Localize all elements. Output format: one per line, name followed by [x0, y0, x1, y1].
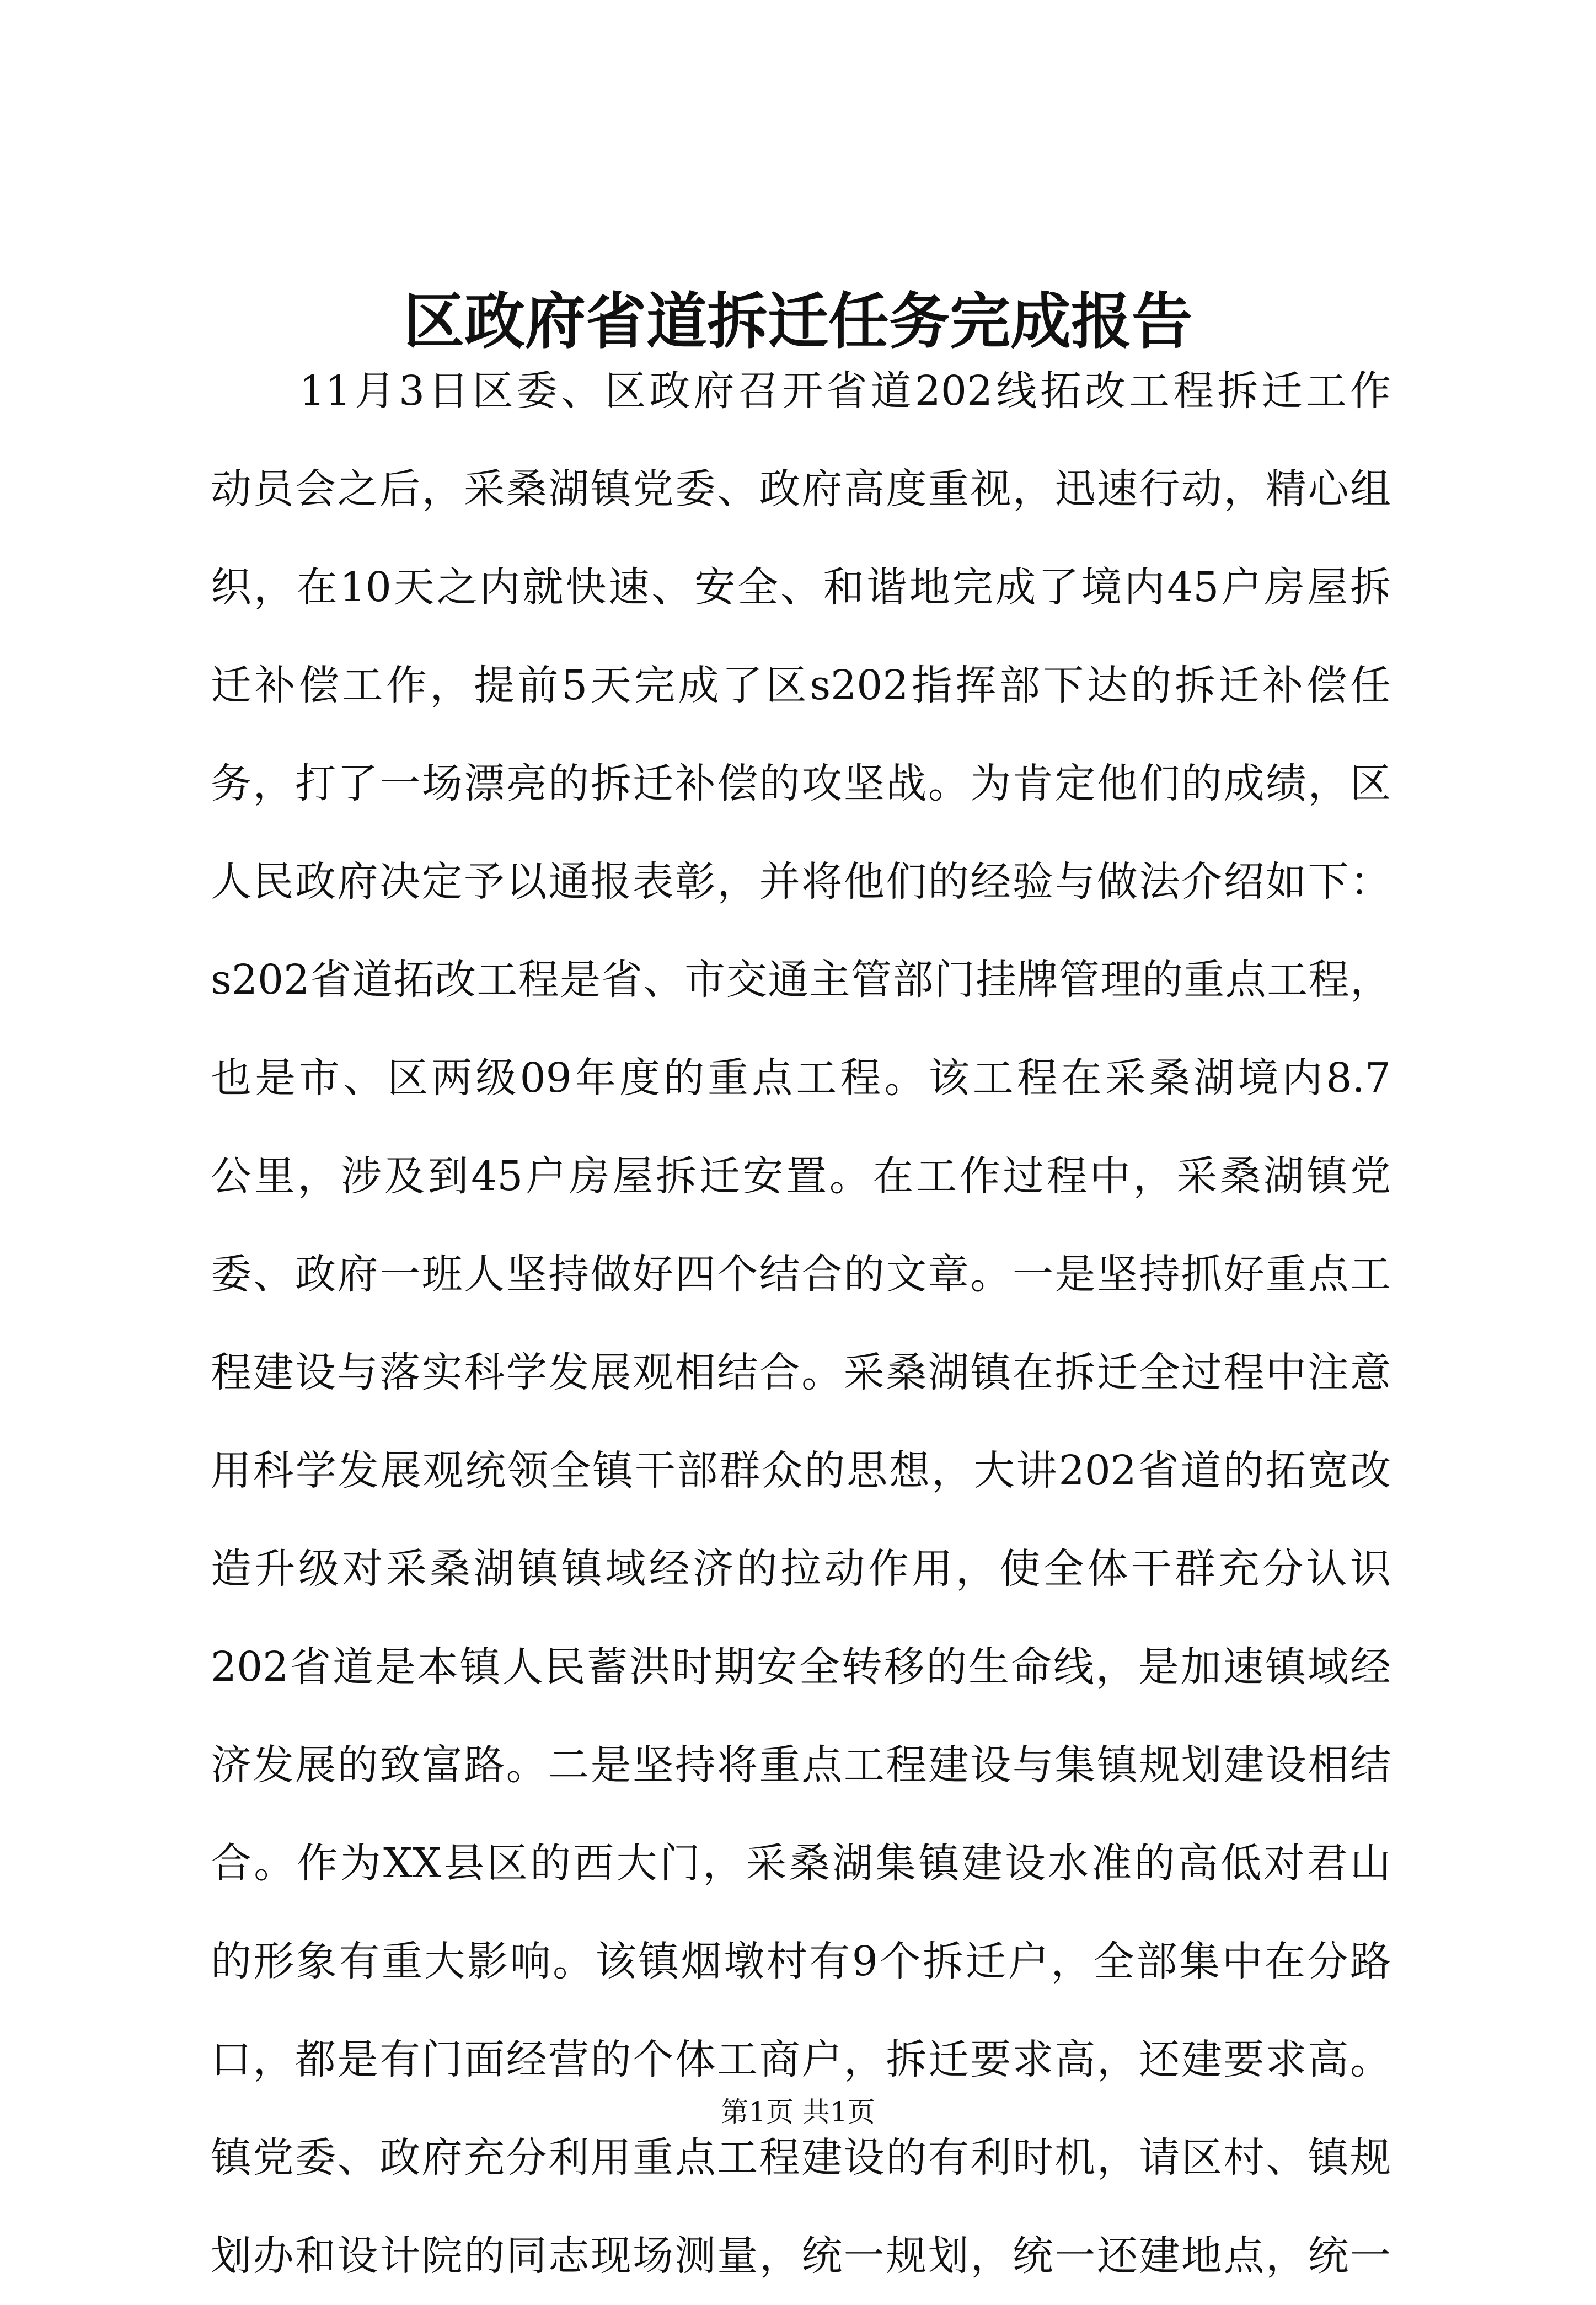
body-line: 也是市、区两级09年度的重点工程。该工程在采桑湖境内8.7	[211, 1054, 1391, 1102]
body-line: 划办和设计院的同志现场测量，统一规划，统一还建地点，统一	[211, 2232, 1391, 2280]
body-line: 委、政府一班人坚持做好四个结合的文章。一是坚持抓好重点工	[211, 1251, 1391, 1298]
body-line: 济发展的致富路。二是坚持将重点工程建设与集镇规划建设相结	[211, 1741, 1391, 1789]
body-line: 迁补偿工作，提前5天完成了区s202指挥部下达的拆迁补偿任	[211, 662, 1391, 709]
body-line: 用科学发展观统领全镇干部群众的思想，大讲202省道的拓宽改	[211, 1447, 1391, 1494]
page-footer: 第1页 共1页	[721, 2096, 875, 2128]
document-title: 区政府省道拆迁任务完成报告	[404, 286, 1192, 357]
body-line: 的形象有重大影响。该镇烟墩村有9个拆迁户，全部集中在分路	[211, 1938, 1391, 1985]
body-line: 合。作为XX县区的西大门，采桑湖集镇建设水准的高低对君山	[211, 1840, 1391, 1887]
body-line: s202省道拓改工程是省、市交通主管部门挂牌管理的重点工程，	[211, 956, 1391, 1004]
body-line: 公里，涉及到45户房屋拆迁安置。在工作过程中，采桑湖镇党	[211, 1152, 1391, 1200]
body-line: 造升级对采桑湖镇镇域经济的拉动作用，使全体干群充分认识	[211, 1545, 1391, 1593]
document-body	[211, 342, 1391, 2305]
body-line: 程建设与落实科学发展观相结合。采桑湖镇在拆迁全过程中注意	[211, 1349, 1391, 1396]
body-line: 人民政府决定予以通报表彰，并将他们的经验与做法介绍如下：	[211, 858, 1391, 905]
body-line: 动员会之后，采桑湖镇党委、政府高度重视，迅速行动，精心组	[211, 465, 1391, 513]
body-line: 镇党委、政府充分利用重点工程建设的有利时机，请区村、镇规	[211, 2134, 1391, 2181]
body-line: 202省道是本镇人民蓄洪时期安全转移的生命线，是加速镇域经	[211, 1643, 1391, 1691]
body-line: 务，打了一场漂亮的拆迁补偿的攻坚战。为肯定他们的成绩，区	[211, 760, 1391, 807]
body-line: 口，都是有门面经营的个体工商户，拆迁要求高，还建要求高。	[211, 2036, 1391, 2083]
body-line: 11月3日区委、区政府召开省道202线拓改工程拆迁工作	[211, 367, 1391, 415]
body-line: 织，在10天之内就快速、安全、和谐地完成了境内45户房屋拆	[211, 564, 1391, 611]
